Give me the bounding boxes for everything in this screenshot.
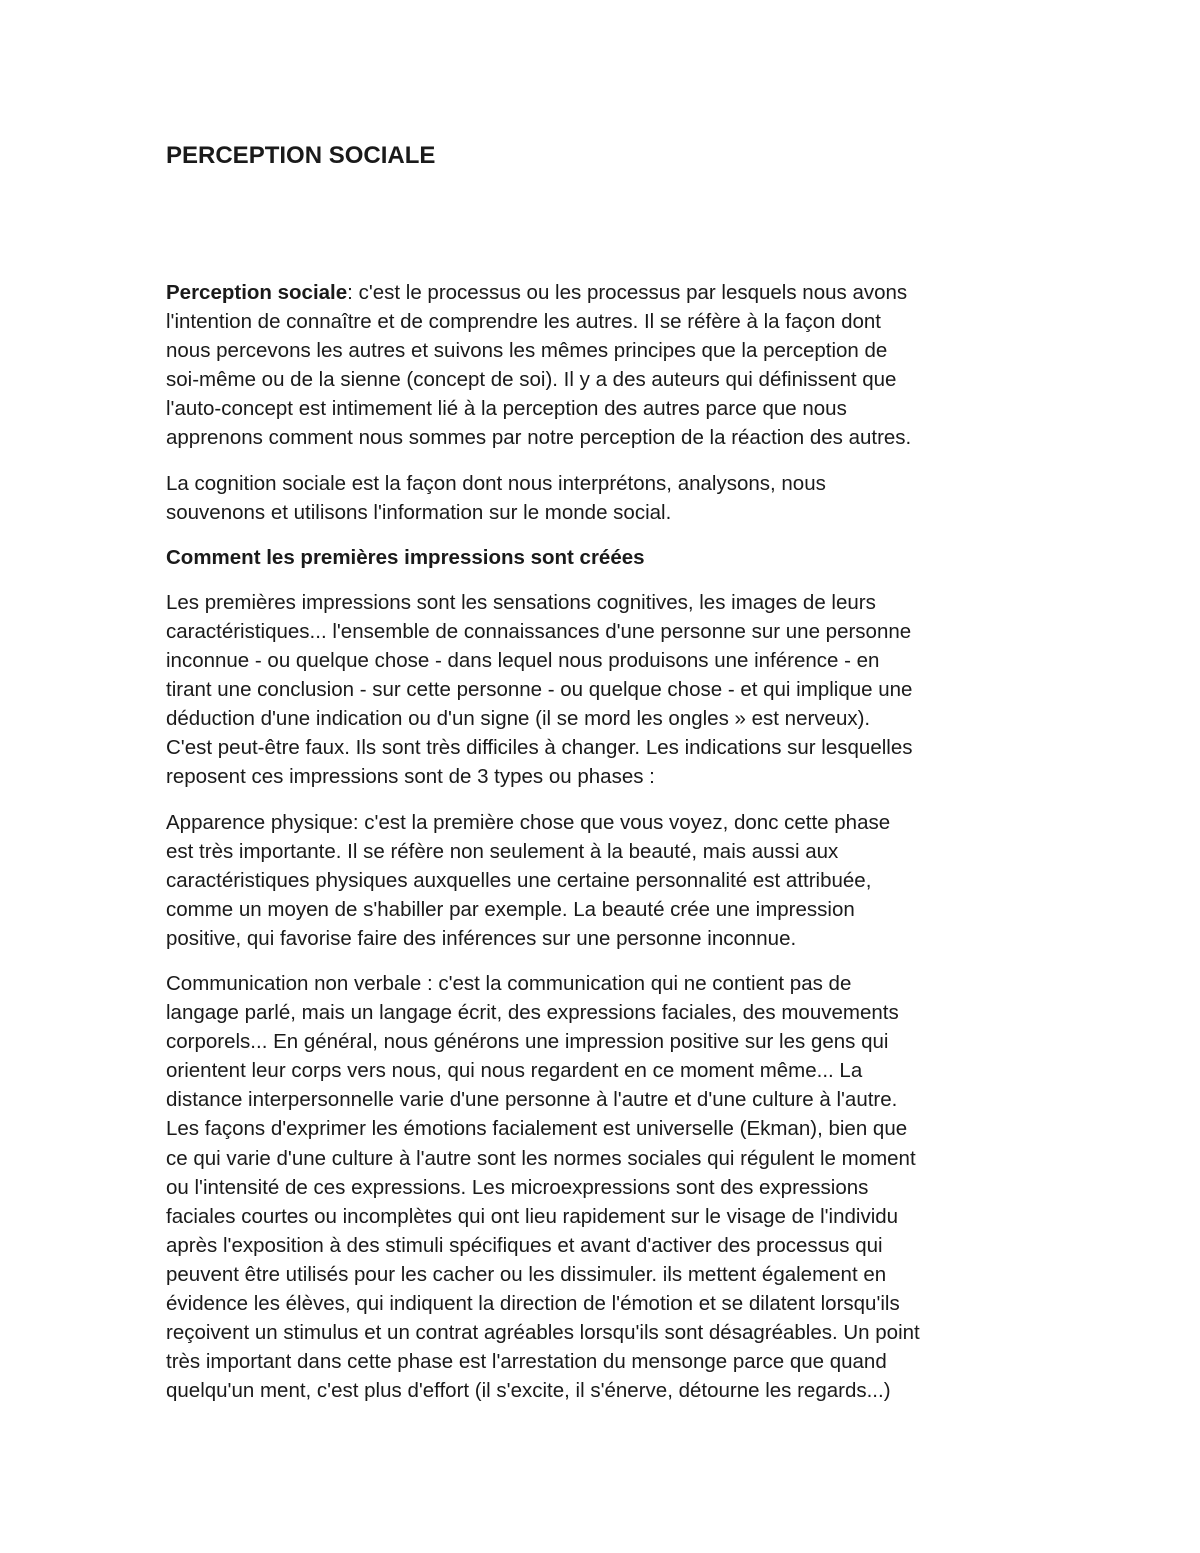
text-line: Les premières impressions sont les sensations cognitives, les images de leurs <box>166 590 876 614</box>
paragraph-perception-sociale <box>166 278 1046 453</box>
text-line: ce qui varie d'une culture à l'autre sont les normes sociales qui régulent le moment <box>166 1146 916 1170</box>
text-line: ou l'intensité de ces expressions. Les microexpressions sont des expressions <box>166 1175 869 1199</box>
text-line: Les façons d'exprimer les émotions facialement est universelle (Ekman), bien que <box>166 1117 908 1141</box>
section-heading-premieres-impressions: Comment les premières impressions sont créées <box>166 545 645 569</box>
text-line: caractéristiques physiques auxquelles une certaine personnalité est attribuée, <box>166 868 872 892</box>
document-body <box>166 278 1046 1421</box>
text-line: Communication non verbale : c'est la communication qui ne contient pas de <box>166 971 852 995</box>
text-line: orientent leur corps vers nous, qui nous regardent en ce moment même... La <box>166 1059 863 1083</box>
text-line: comme un moyen de s'habiller par exemple. La beauté crée une impression <box>166 897 855 921</box>
text-line: peuvent être utilisés pour les cacher ou les dissimuler. ils mettent également en <box>166 1262 887 1286</box>
text-line: Apparence physique: c'est la première chose que vous voyez, donc cette phase <box>166 810 891 834</box>
text-line: corporels... En général, nous générons une impression positive sur les gens qui <box>166 1030 889 1054</box>
text-line: soi-même ou de la sienne (concept de soi). Il y a des auteurs qui définissent que <box>166 368 897 392</box>
text-line: nous percevons les autres et suivons les mêmes principes que la perception de <box>166 339 888 363</box>
text-line: faciales courtes ou incomplètes qui ont lieu rapidement sur le visage de l'individu <box>166 1204 899 1228</box>
text-line: C'est peut-être faux. Ils sont très difficiles à changer. Les indications sur lesquelles <box>166 736 913 760</box>
text-line: inconnue - ou quelque chose - dans lequel nous produisons une inférence - en <box>166 649 880 673</box>
term-perception-sociale: Perception sociale <box>166 281 348 304</box>
text-line: après l'exposition à des stimuli spécifiques et avant d'activer des processus qui <box>166 1233 883 1257</box>
paragraph-apparence-physique <box>166 808 1046 953</box>
text-line: évidence les élèves, qui indiquent la direction de l'émotion et se dilatent lorsqu'ils <box>166 1292 900 1315</box>
text-line: apprenons comment nous sommes par notre perception de la réaction des autres. <box>166 426 912 450</box>
text-line: distance interpersonnelle varie d'une personne à l'autre et d'une culture à l'autre. <box>166 1088 898 1112</box>
text-line: est très importante. Il se réfère non seulement à la beauté, mais aussi aux <box>166 839 839 863</box>
paragraph-communication-non-verbale <box>166 969 1046 1405</box>
text-line: quelqu'un ment, c'est plus d'effort (il s'excite, il s'énerve, détourne les regards...) <box>166 1379 891 1403</box>
text-line: très important dans cette phase est l'arrestation du mensonge parce que quand <box>166 1350 887 1374</box>
text-line: positive, qui favorise faire des inférences sur une personne inconnue. <box>166 926 797 950</box>
text-line: caractéristiques... l'ensemble de connaissances d'une personne sur une personne <box>166 619 912 643</box>
text-line: l'auto-concept est intimement lié à la perception des autres parce que nous <box>166 397 847 421</box>
text-line: reçoivent un stimulus et un contrat agréables lorsqu'ils sont désagréables. Un point <box>166 1321 920 1345</box>
text-line: l'intention de connaître et de comprendre les autres. Il se réfère à la façon dont <box>166 310 882 334</box>
text-line: déduction d'une indication ou d'un signe (il se mord les ongles » est nerveux). <box>166 707 871 731</box>
text-line: tirant une conclusion - sur cette personne - ou quelque chose - et qui implique une <box>166 678 913 702</box>
text-line: La cognition sociale est la façon dont nous interprétons, analysons, nous <box>166 471 826 495</box>
document-title: PERCEPTION SOCIALE <box>166 142 436 169</box>
text-line: reposent ces impressions sont de 3 types ou phases : <box>166 765 655 789</box>
text-line: souvenons et utilisons l'information sur le monde social. <box>166 500 672 524</box>
text-line <box>166 278 1046 307</box>
paragraph-premieres-impressions <box>166 588 1046 792</box>
paragraph-cognition-sociale <box>166 469 1046 527</box>
text-line: langage parlé, mais un langage écrit, des expressions faciales, des mouvements <box>166 1001 899 1025</box>
text-span: : c'est le processus ou les processus par lesquels nous avons <box>347 281 908 304</box>
